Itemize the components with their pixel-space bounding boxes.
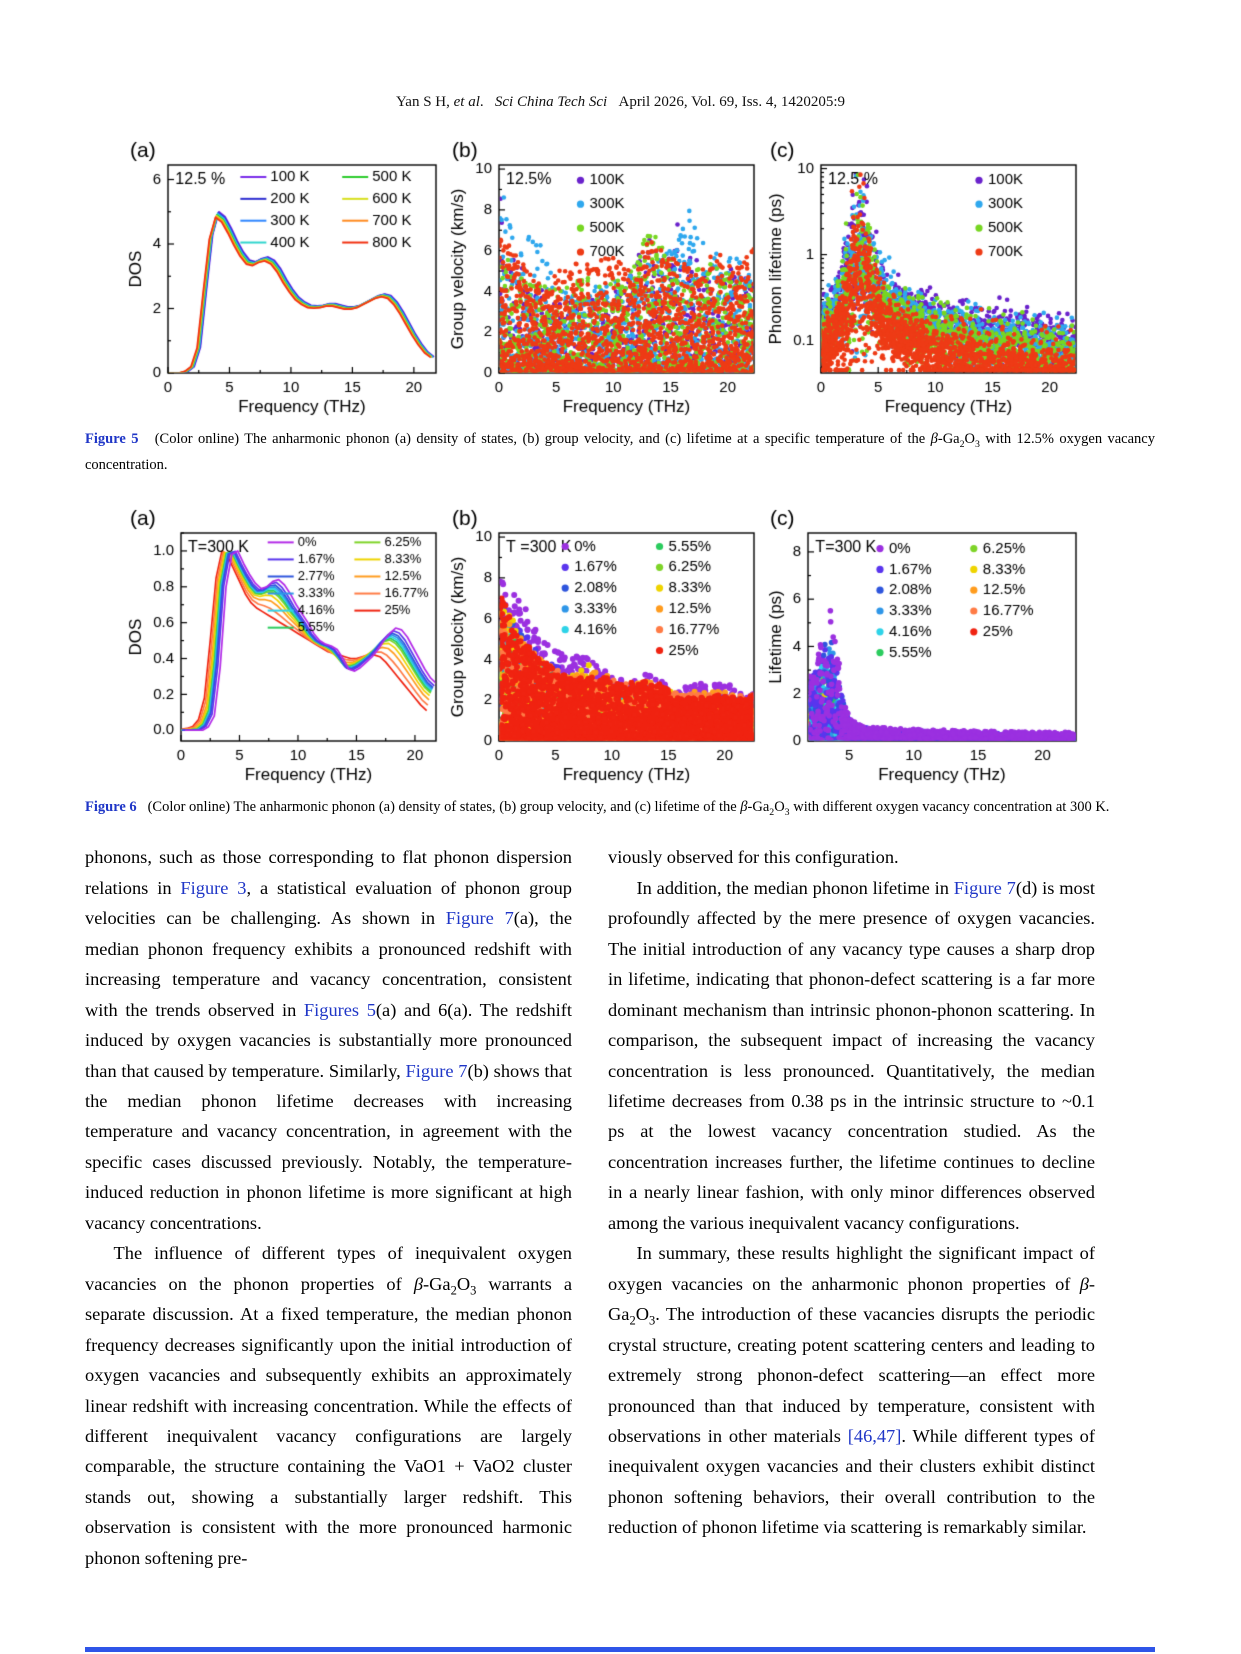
- fig5b-group-velocity-chart: [448, 135, 766, 419]
- body-text: [85, 842, 1095, 1573]
- fig6c-lifetime-chart: [766, 503, 1088, 787]
- citation-link[interactable]: Figure 7: [445, 908, 514, 929]
- citation-link[interactable]: Figure 3: [180, 877, 247, 898]
- citation-link[interactable]: Figures 5: [303, 999, 376, 1020]
- journal-header: Yan S H, et al. Sci China Tech Sci April 2026, Vol. 69, Iss. 4, 1420205:9: [395, 94, 846, 110]
- paragraph: phonons, such as those corresponding to flat phonon dispersion relations in Figure 3, a statistical evaluation of phonon group velocities can be challenging. As shown in Figure 7(a), the median phonon frequency exhibits a pronounced redshift with increasing temperature and vacancy concentration, consistent with the trends observed in Figures 5(a) and 6(a). The redshift induced by oxygen vacancies is substantially more pronounced than that caused by temperature. Similarly, Figure 7(b) shows that the median phonon lifetime decreases with increasing temperature and vacancy concentration, in agreement with the specific cases discussed previously. Notably, the temperature-induced reduction in phonon lifetime is more significant at high vacancy concentrations.: [85, 847, 573, 1233]
- fig5a-dos-chart: [126, 135, 448, 419]
- fig6a-dos-chart: [126, 503, 448, 787]
- paragraph: In summary, these results highlight the significant impact of oxygen vacancies on the anharmonic phonon properties of $\beta-Ga_2O_3$. The introduction of these vacancies disrupts the periodic crystal structure, creating potent scattering centers and leading to extremely strong phonon-defect scattering—an effect more pronounced than that induced by temperature, consistent with observations in other materials [46,47]. While different types of inequivalent oxygen vacancies and their clusters exhibit distinct phonon softening behaviors, their overall contribution to the reduction of phonon lifetime via scattering is remarkably similar.: [608, 1243, 1095, 1538]
- paragraph: viously observed for this configuration.: [608, 847, 899, 868]
- citation-link[interactable]: Figure 7: [405, 1060, 468, 1081]
- figure5-panels: [0, 135, 1241, 419]
- figure5-caption: Figure 5 (Color online) The anharmonic phonon (a) density of states, (b) group velocity, and (c) lifetime at a specific temperature of the $\beta-Ga_2O_3$ with 12.5% oxygen vacancy concentration.: [85, 431, 1155, 473]
- citation-link[interactable]: Figure 7: [953, 877, 1016, 898]
- fig5c-phonon-lifetime-chart: [766, 135, 1088, 419]
- left-column: [85, 842, 572, 1573]
- paragraph: The influence of different types of inequivalent oxygen vacancies on the phonon properties of $\beta-Ga_2O_3$ warrants a separate discussion. At a fixed temperature, the median phonon frequency decreases significantly upon the initial introduction of oxygen vacancies and subsequently exhibits an approximately linear redshift with increasing concentration. While the effects of different inequivalent vacancy configurations are largely comparable, the structure containing the VaO1 + VaO2 cluster stands out, showing a substantially larger redshift. This observation is consistent with the more pronounced harmonic phonon softening pre-: [85, 1243, 572, 1568]
- right-column: [608, 842, 1095, 1573]
- fig6b-group-velocity-chart: [448, 503, 766, 787]
- page-bottom-rule: [85, 1647, 1155, 1652]
- figure6-panels: [0, 503, 1241, 787]
- citation-link[interactable]: [46,47]: [847, 1426, 902, 1446]
- figure6-caption: Figure 6 (Color online) The anharmonic phonon (a) density of states, (b) group velocity, and (c) lifetime of the $\beta-Ga_2O_3$ with different oxygen vacancy concentration at 300 K.: [85, 798, 1110, 818]
- paragraph: In addition, the median phonon lifetime in Figure 7(d) is most profoundly affected by the mere presence of oxygen vacancies. The initial introduction of any vacancy type causes a sharp drop in lifetime, indicating that phonon-defect scattering is a far more dominant mechanism than intrinsic phonon-phonon scattering. In comparison, the subsequent impact of increasing the vacancy concentration is less pronounced. Quantitatively, the median lifetime decreases from 0.38 ps in the intrinsic structure to ~0.1 ps at the lowest vacancy concentration studied. As the concentration increases further, the lifetime continues to decline in a nearly linear fashion, with only minor differences observed among the various inequivalent vacancy configurations.: [608, 877, 1095, 1233]
